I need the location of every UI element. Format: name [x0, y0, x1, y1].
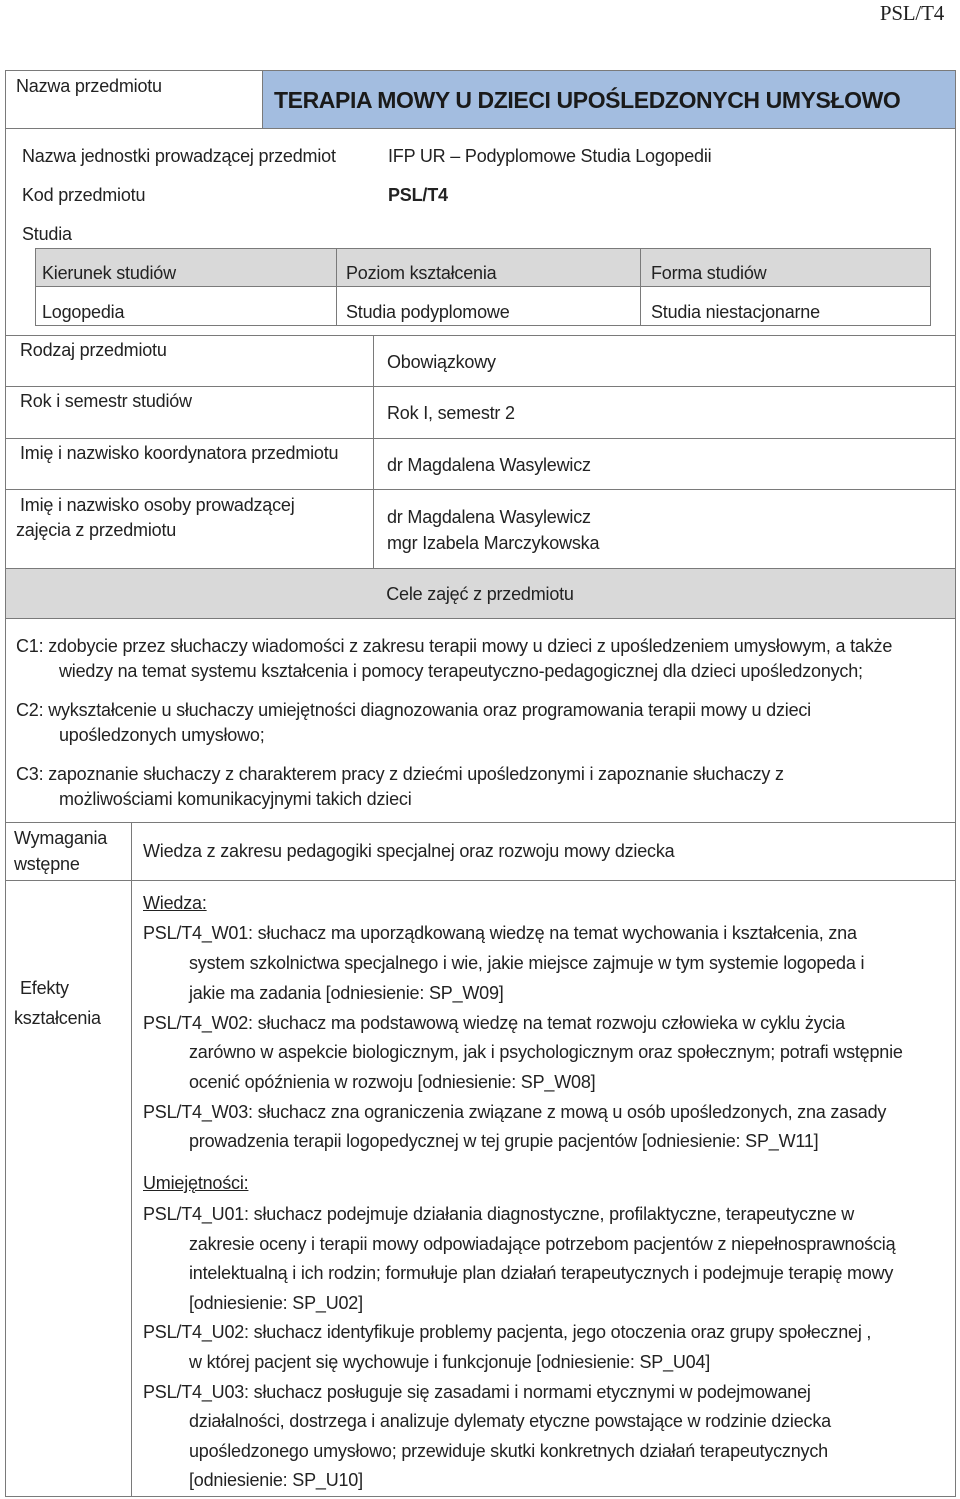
code-label: Kod przedmiotu: [22, 185, 146, 205]
w01-line2: system szkolnictwa specjalnego i wie, jakie miejsce zajmuje w tym systemie logopeda i: [189, 953, 865, 973]
knowledge-heading: Wiedza:: [143, 893, 207, 913]
studies-value-form: Studia niestacjonarne: [651, 302, 820, 322]
studies-header-form: Forma studiów: [651, 263, 767, 283]
u02-line2: w której pacjent się wychowuje i funkcjonuje [odniesienie: SP_U04]: [189, 1352, 711, 1372]
studies-header-direction: Kierunek studiów: [42, 263, 176, 283]
year-semester-value: Rok I, semestr 2: [387, 403, 515, 423]
course-name-label: Nazwa przedmiotu: [16, 76, 162, 96]
lecturer-value-line1: dr Magdalena Wasylewicz: [387, 507, 591, 527]
w02-line2: zarówno w aspekcie biologicznym, jak i psychologicznym oraz społecznym; potrafi wstępnie: [189, 1042, 903, 1062]
lecturer-label-line2: zajęcia z przedmiotu: [16, 520, 177, 540]
w03-line1: PSL/T4_W03: słuchacz zna ograniczenia związane z mową u osób upośledzonych, zna zasady: [143, 1102, 887, 1122]
u01-line2: zakresie oceny i terapii mowy odpowiadające potrzebom pacjentów z niepełnosprawnością: [189, 1234, 896, 1254]
coordinator-label: Imię i nazwisko koordynatora przedmiotu: [20, 443, 339, 463]
u01-line3: intelektualną i ich rodzin; formułuje plan działań terapeutycznych i podejmuje terapię mowy: [189, 1263, 894, 1283]
course-title: TERAPIA MOWY U DZIECI UPOŚLEDZONYCH UMYSŁOWO: [274, 87, 901, 113]
unit-label: Nazwa jednostki prowadzącej przedmiot: [22, 146, 336, 166]
page-code: PSL/T4: [879, 1, 944, 25]
goal-c3-line2: możliwościami komunikacyjnymi takich dzieci: [59, 789, 412, 809]
unit-value: IFP UR – Podyplomowe Studia Logopedii: [388, 146, 712, 166]
studies-label: Studia: [22, 224, 72, 244]
skills-heading: Umiejętności:: [143, 1173, 249, 1193]
goal-c2-line1: C2: wykształcenie u słuchaczy umiejętności diagnozowania oraz programowania terapii mowy u dzieci: [16, 700, 811, 720]
requirements-label-line1: Wymagania: [14, 828, 108, 848]
goal-c1-line2: wiedzy na temat systemu kształcenia i pomocy terapeutyczno-pedagogicznej dla dzieci upośledzonych;: [59, 661, 863, 681]
goals-header: Cele zajęć z przedmiotu: [386, 584, 574, 604]
year-semester-label: Rok i semestr studiów: [20, 391, 192, 411]
w01-line3: jakie ma zadania [odniesienie: SP_W09]: [189, 983, 504, 1003]
lecturer-value-line2: mgr Izabela Marczykowska: [387, 533, 600, 553]
u01-line4: [odniesienie: SP_U02]: [189, 1293, 363, 1313]
studies-value-direction: Logopedia: [42, 302, 125, 322]
u03-line4: [odniesienie: SP_U10]: [189, 1470, 363, 1490]
w01-line1: PSL/T4_W01: słuchacz ma uporządkowaną wiedzę na temat wychowania i kształcenia, zna: [143, 923, 857, 943]
outcomes-label-line2: kształcenia: [14, 1008, 101, 1028]
u03-line2: działalności, dostrzega i analizuje dylematy etyczne powstające w rodzinie dziecka: [189, 1411, 831, 1431]
u03-line3: upośledzonego umysłowo; przewiduje skutki konkretnych działań terapeutycznych: [189, 1441, 828, 1461]
studies-header-level: Poziom kształcenia: [346, 263, 497, 283]
requirements-label-line2: wstępne: [14, 854, 80, 874]
u02-line1: PSL/T4_U02: słuchacz identyfikuje problemy pacjenta, jego otoczenia oraz grupy społecznej ,: [143, 1322, 872, 1342]
course-type-label: Rodzaj przedmiotu: [20, 340, 167, 360]
u03-line1: PSL/T4_U03: słuchacz posługuje się zasadami i normami etycznymi w podejmowanej: [143, 1382, 811, 1402]
goal-c1-line1: C1: zdobycie przez słuchaczy wiadomości z zakresu terapii mowy u dzieci z upośledzeniem umysłowym, a także: [16, 636, 893, 656]
requirements-value: Wiedza z zakresu pedagogiki specjalnej oraz rozwoju mowy dziecka: [143, 841, 675, 861]
code-value: PSL/T4: [388, 185, 448, 205]
studies-value-level: Studia podyplomowe: [346, 302, 510, 322]
course-type-value: Obowiązkowy: [387, 352, 496, 372]
w02-line1: PSL/T4_W02: słuchacz ma podstawową wiedzę na temat rozwoju człowieka w cyklu życia: [143, 1013, 845, 1033]
w03-line2: prowadzenia terapii logopedycznej w tej grupie pacjentów [odniesienie: SP_W11]: [189, 1131, 819, 1151]
lecturer-label-line1: Imię i nazwisko osoby prowadzącej: [20, 495, 295, 515]
goal-c3-line1: C3: zapoznanie słuchaczy z charakterem pracy z dziećmi upośledzonymi i zapoznanie słuchaczy z: [16, 764, 784, 784]
coordinator-value: dr Magdalena Wasylewicz: [387, 455, 591, 475]
goal-c2-line2: upośledzonych umysłowo;: [59, 725, 265, 745]
u01-line1: PSL/T4_U01: słuchacz podejmuje działania diagnostyczne, profilaktyczne, terapeutyczne w: [143, 1204, 855, 1224]
outcomes-label-line1: Efekty: [20, 978, 69, 998]
w02-line3: ocenić opóźnienia w rozwoju [odniesienie: SP_W08]: [189, 1072, 596, 1092]
